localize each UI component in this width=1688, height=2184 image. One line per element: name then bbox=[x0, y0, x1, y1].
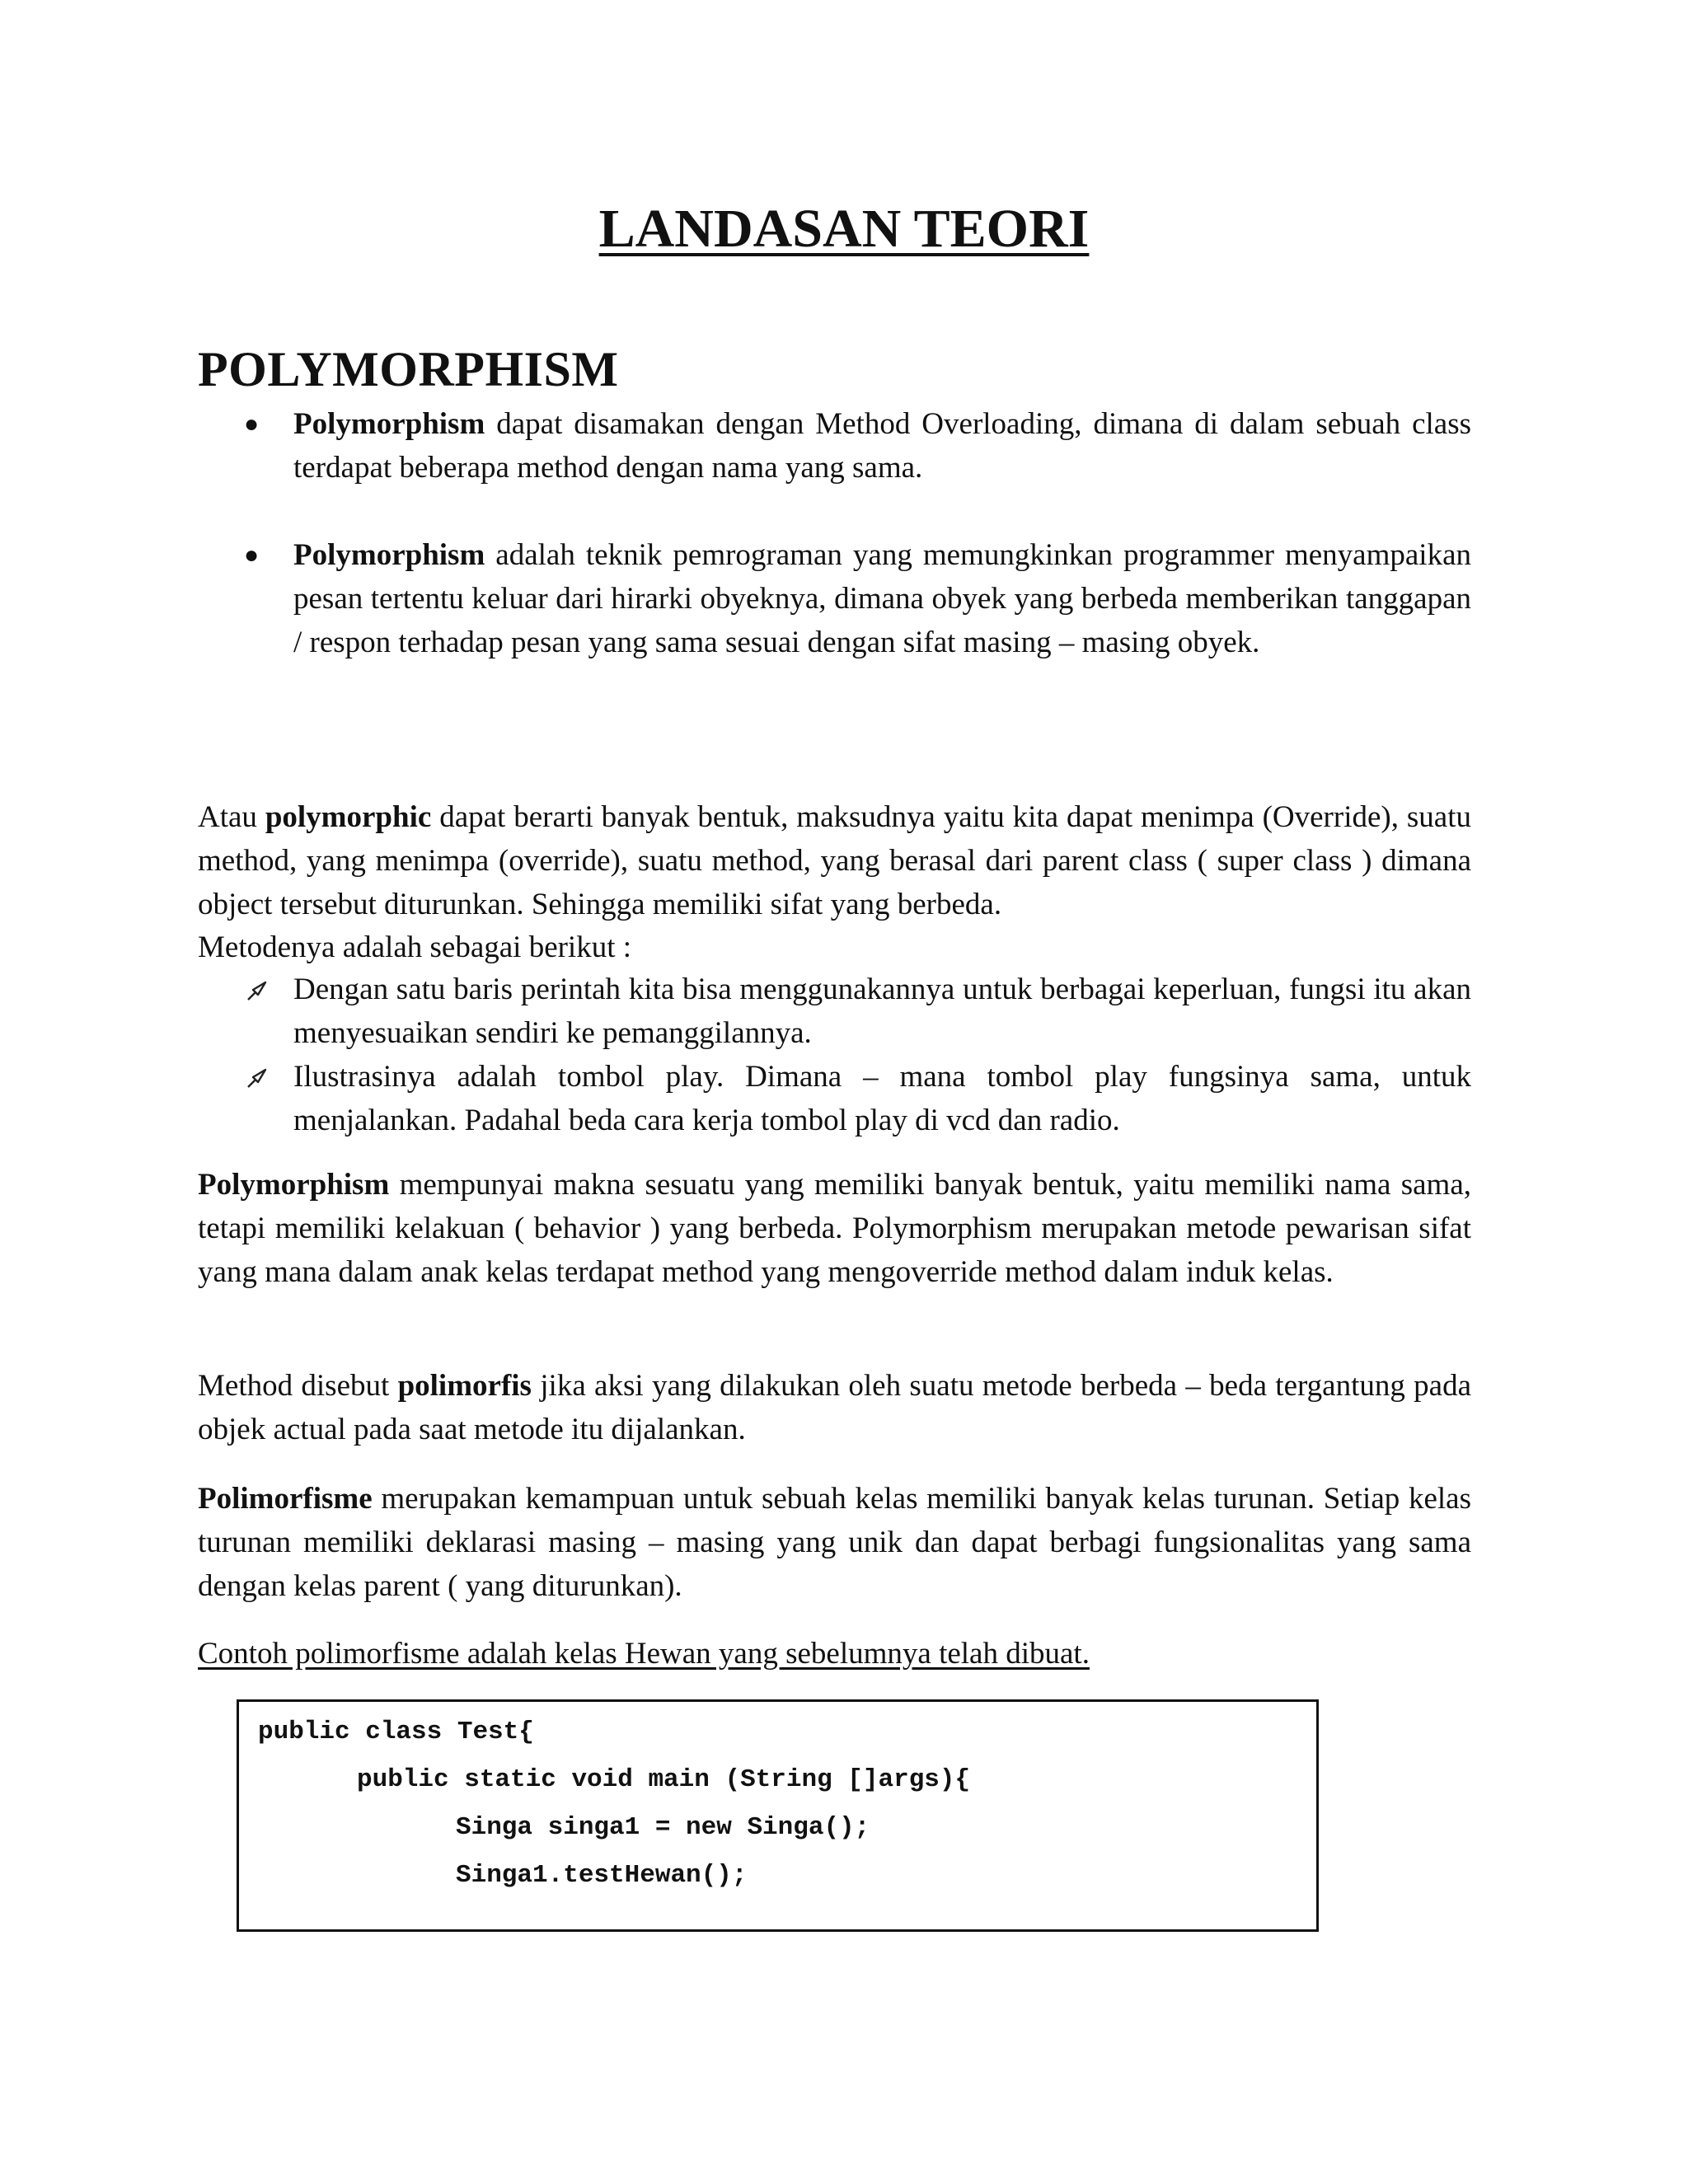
code-line: Singa singa1 = new Singa(); bbox=[456, 1813, 870, 1842]
paragraph-term: polymorphic bbox=[265, 800, 432, 834]
outline-arrow-icon bbox=[246, 979, 270, 1002]
paragraph-term: Polimorfisme bbox=[198, 1482, 373, 1516]
bullet-dot-icon: ● bbox=[244, 541, 260, 569]
paragraph-term: polimorfis bbox=[397, 1369, 532, 1403]
outline-arrow-icon bbox=[246, 1066, 270, 1090]
paragraph-text: dapat berarti banyak bentuk, maksudnya yaitu kita dapat menimpa (Override), suatu method, yang menimpa (override), suatu method, yang berasal dari parent class ( super class ) dimana object tersebut diturunkan. Sehingga memiliki sifat yang berbeda. bbox=[198, 800, 1471, 921]
bullet-text: adalah teknik pemrograman yang memungkinkan programmer menyampaikan pesan tertentu keluar dari hirarki obyeknya, dimana obyek yang berbeda memberikan tanggapan / respon terhadap pesan yang sama sesuai dengan sifat masing – masing obyek. bbox=[293, 538, 1471, 659]
bullet-dot-icon: ● bbox=[244, 410, 260, 438]
code-line: public class Test{ bbox=[258, 1718, 534, 1746]
polimorfis-paragraph bbox=[198, 1364, 1471, 1451]
arrow-list-item bbox=[198, 1055, 1471, 1142]
bullet-term: Polymorphism bbox=[293, 538, 485, 572]
section-heading: POLYMORPHISM bbox=[198, 342, 619, 396]
polymorphic-paragraph bbox=[198, 795, 1471, 926]
arrow-item-text: Dengan satu baris perintah kita bisa menggunakannya untuk berbagai keperluan, fungsi itu akan menyesuaikan sendiri ke pemanggilannya. bbox=[293, 972, 1471, 1050]
code-line: public static void main (String []args){ bbox=[357, 1765, 971, 1794]
definition-bullet-list bbox=[198, 402, 1471, 664]
method-intro: Metodenya adalah sebagai berikut : bbox=[198, 930, 632, 964]
arrow-list-item bbox=[198, 968, 1471, 1055]
arrow-item-text: Ilustrasinya adalah tombol play. Dimana – mana tombol play fungsinya sama, untuk menjalankan. Padahal beda cara kerja tombol play di vcd dan radio. bbox=[293, 1060, 1471, 1137]
definition-bullet bbox=[198, 533, 1471, 664]
paragraph-text: Atau bbox=[198, 800, 265, 834]
definition-bullet bbox=[198, 402, 1471, 490]
bullet-term: Polymorphism bbox=[293, 407, 485, 441]
code-line: Singa1.testHewan(); bbox=[456, 1861, 748, 1890]
document-title: LANDASAN TEORI bbox=[598, 199, 1090, 259]
bullet-text: dapat disamakan dengan Method Overloading, dimana di dalam sebuah class terdapat beberapa method dengan nama yang sama. bbox=[293, 407, 1471, 485]
paragraph-text: jika aksi yang dilakukan oleh suatu metode berbeda – beda tergantung pada objek actual pada saat metode itu dijalankan. bbox=[198, 1369, 1471, 1446]
method-arrow-list bbox=[198, 968, 1471, 1142]
code-example-box bbox=[237, 1699, 1319, 1932]
paragraph-text: merupakan kemampuan untuk sebuah kelas memiliki banyak kelas turunan. Setiap kelas turunan memiliki deklarasi masing – masing yang unik dan dapat berbagi fungsionalitas yang sama dengan kelas parent ( yang diturunkan). bbox=[198, 1482, 1471, 1603]
polimorfisme-paragraph bbox=[198, 1477, 1471, 1608]
paragraph-text: Method disebut bbox=[198, 1369, 398, 1403]
polymorphism-paragraph bbox=[198, 1163, 1471, 1294]
paragraph-term: Polymorphism bbox=[198, 1168, 390, 1202]
paragraph-text: mempunyai makna sesuatu yang memiliki banyak bentuk, yaitu memiliki nama sama, tetapi memiliki kelakuan ( behavior ) yang berbeda. Polymorphism merupakan metode pewarisan sifat yang mana dalam anak kelas terdapat method yang mengoverride method dalam induk kelas. bbox=[198, 1168, 1471, 1289]
example-caption: Contoh polimorfisme adalah kelas Hewan yang sebelumnya telah dibuat. bbox=[198, 1637, 1090, 1671]
